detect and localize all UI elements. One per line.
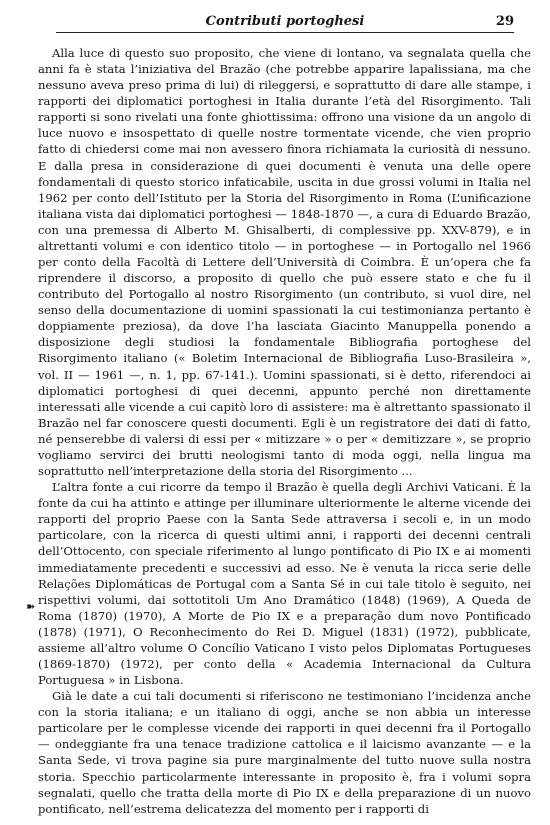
margin-pointer-icon: ➽	[26, 600, 36, 613]
paragraph: Alla luce di questo suo proposito, che viene di lontano, va segnalata quella che anni fa è stata l’iniziativa del Brazão (che potrebbe apparire lapalissiana, ma che nessuno aveva preso prima di lui) di rileggersi, e soprattutto di dare alle stampe, i rapporti dei diplomatici portoghesi in Italia durante l’età del Risorgimento. Tali rapporti si sono rivelati una fonte ghiottissima: offrono una visione da un angolo di luce nuovo e insospettato di quelle nostre tormentate vicende, che vien proprio fatto di chiedersi come mai non avessero finora richiamata la curiosità di nessuno. E dalla presa in considerazione di quei documenti è venuta una delle opere fondamentali di questo storico infaticabile, uscita in due grossi volumi in Italia nel 1962 per conto dell’Istituto per la Storia del Risorgimento in Roma (L’unificazione italiana vista dai diplomatici portoghesi — 1848-1870 —, a cura di Eduardo Brazão, con una premessa di Alberto M. Ghisalberti, di complessive pp. XXV-879), e in altrettanti volumi e con identico titolo — in portoghese — in Portogallo nel 1966 per conto della Facoltà di Lettere dell’Università di Coimbra. È un’opera che fa riprendere il discorso, a proposito di quello che può essere stato e che fu il contributo del Portogallo al nostro Risorgimento (un contributo, si vuol dire, nel senso della documentazione di uomini spassionati la cui testimonianza pertanto è doppiamente preziosa), da dove l’ha lasciata Giacinto Manuppella ponendo a disposizione degli studiosi la fondamentale Bibliografia portoghese del Risorgimento italiano (« Boletim Internacional de Bibliografia Luso-Brasileira », vol. II — 1961 —, n. 1, pp. 67-141.). Uomini spassionati, si è detto, riferendoci ai diplomatici portoghesi di quei decenni, appunto perché non direttamente interessati alle vicende a cui capitò loro di assistere: ma è altrettanto spassionato il Brazão nel far conoscere questi documenti. Egli è un registratore dei dati di fatto, né penserebbe di valersi di essi per « mitizzare » o per « demitizzare », se proprio vogliamo servirci dei brutti neologismi tanto di moda oggi, nella lingua ma soprattutto nell’interpretazione della storia del Risorgimento ...	[38, 46, 531, 479]
paragraph: Già le date a cui tali documenti si riferiscono ne testimoniano l’incidenza anche con la storia italiana; e un italiano di oggi, anche se non abbia un interesse particolare per le complesse vicende dei rapporti in quei decenni fra il Portogallo — ondeggiante fra una tenace tradizione cattolica e il laicismo avanzante — e la Santa Sede, vi trova pagine sia pure marginalmente del tutto nuove sulla nostra storia. Specchio particolarmente interessante in proposito è, fra i volumi sopra segnalati, quello che tratta della morte di Pio IX e della preparazione di un nuovo pontificato, nell’estrema delicatezza del momento per i rapporti di	[38, 689, 531, 816]
running-title: Contributi portoghesi	[205, 14, 365, 29]
page-header	[56, 12, 514, 33]
body-text	[38, 45, 531, 817]
page-number: 29	[495, 14, 514, 29]
paragraph: L’altra fonte a cui ricorre da tempo il Brazão è quella degli Archivi Vaticani. È la fonte da cui ha attinto e attinge per illuminare ulteriormente le alterne vicende dei rapporti del proprio Paese con la Santa Sede attraversa i secoli e, in un modo particolare, con la ricerca di questi ultimi anni, i rapporti dei decenni centrali dell’Ottocento, con speciale riferimento al lungo pontificato di Pio IX e ai momenti immediatamente precedenti e successivi ad esso. Ne è venuta la ricca serie delle Relações Diplomáticas de Portugal com a Santa Sé in cui tale titolo è seguito, nei rispettivi volumi, dai sottotitoli Um Ano Dramático (1848) (1969), A Queda de Roma (1870) (1970), A Morte de Pio IX e a preparação dum novo Pontificado (1878) (1971), O Reconhecimento do Rei D. Miguel (1831) (1972), pubblicate, assieme all’altro volume O Concílio Vaticano I visto pelos Diplomatas Portugueses (1869-1870) (1972), per conto della « Academia Internacional da Cultura Portuguesa » in Lisbona.	[38, 480, 531, 688]
